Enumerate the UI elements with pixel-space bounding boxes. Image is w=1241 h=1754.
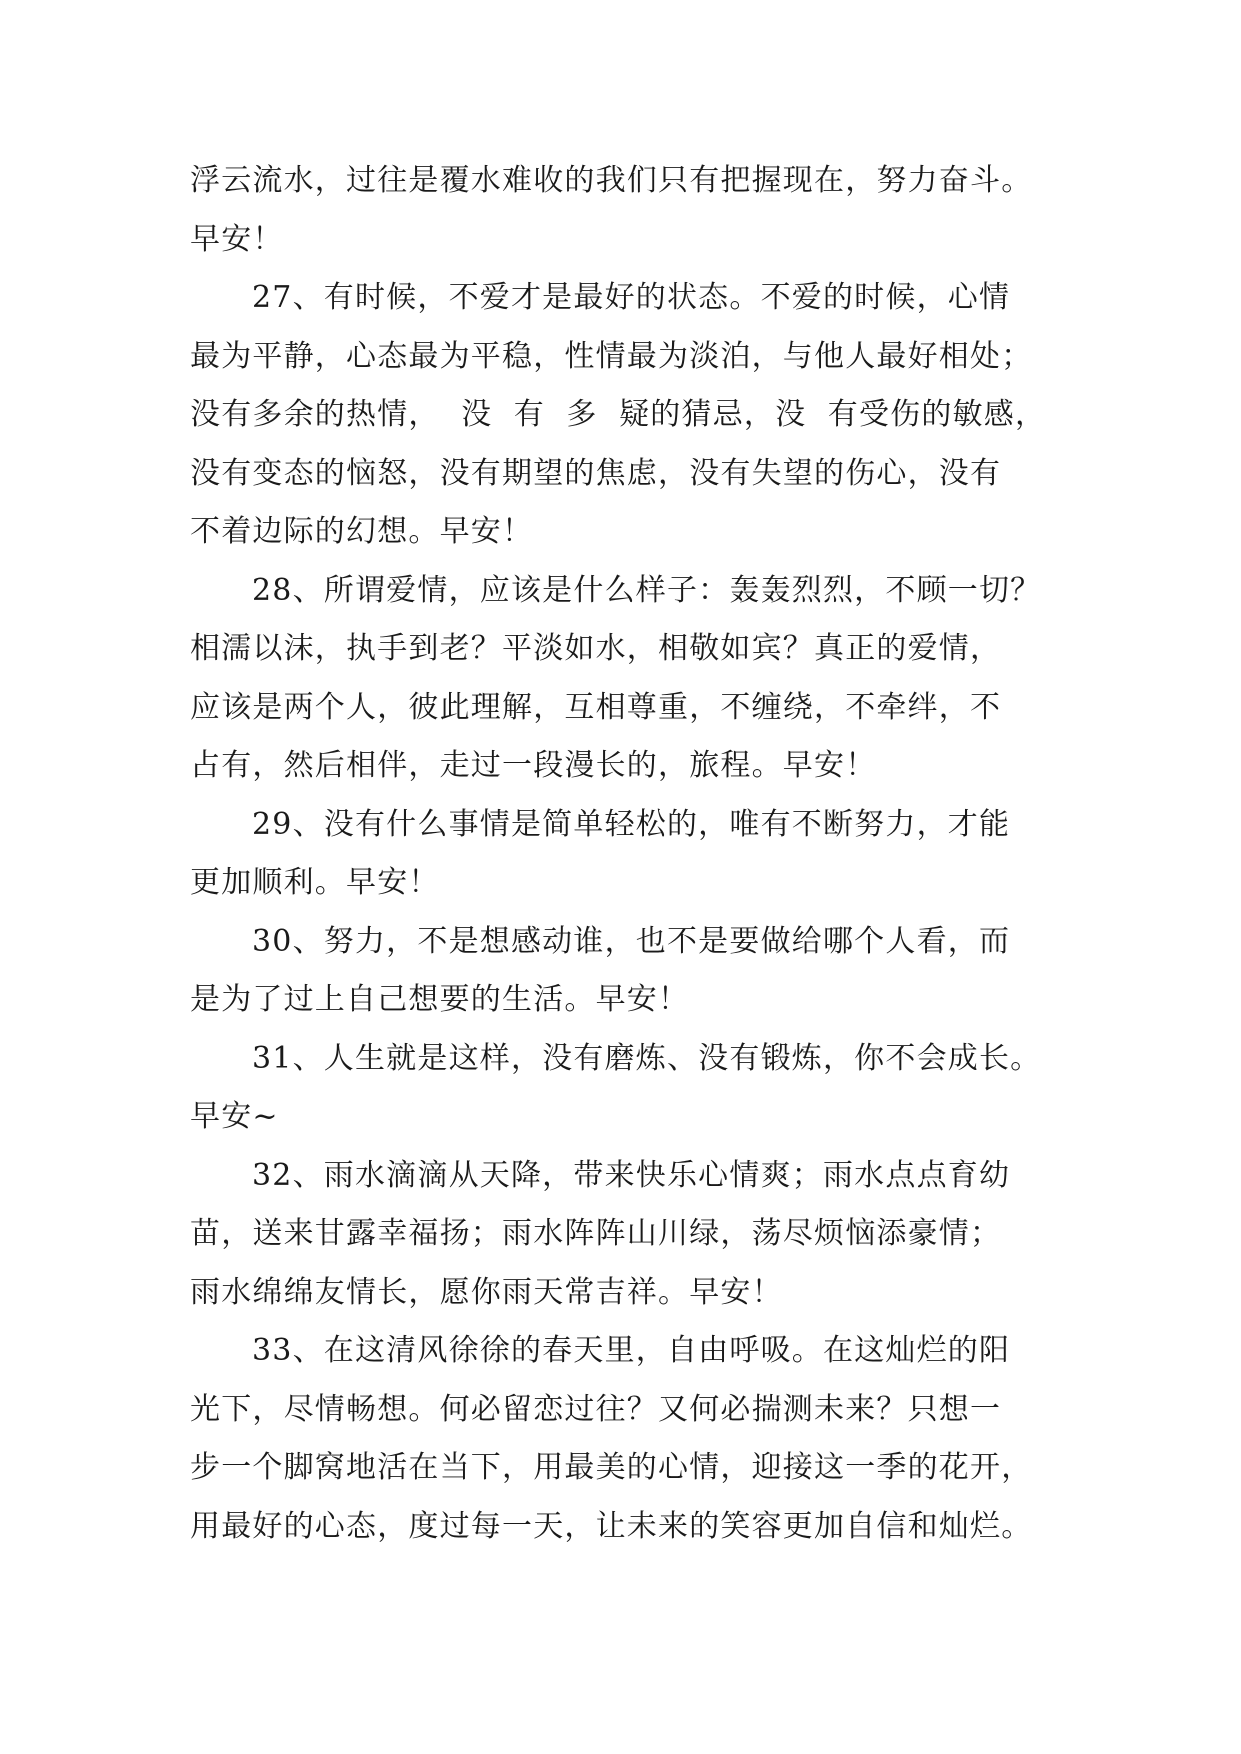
text-line: 更加顺利。早安！: [190, 865, 440, 900]
text-line: 光下，尽情畅想。何必留恋过往？又何必揣测未来？只想一: [190, 1391, 1002, 1427]
text-line: 30、努力，不是想感动谁，也不是要做给哪个人看，而: [252, 923, 1011, 959]
paragraph-28: [190, 562, 1070, 796]
paragraph-29: [190, 796, 1070, 913]
text-line: 是为了过上自己想要的生活。早安！: [190, 982, 690, 1017]
text-line: 不着边际的幻想。早安！: [190, 514, 534, 549]
text-line: 29、没有什么事情是简单轻松的，唯有不断努力，才能: [252, 806, 1011, 842]
text-line: 浮云流水，过往是覆水难收的我们只有把握现在，努力奋斗。: [190, 163, 1033, 198]
paragraph-32: [190, 1147, 1070, 1323]
text-line: 早安！: [190, 221, 284, 257]
document-body: [190, 152, 1070, 1556]
text-line: 应该是两个人，彼此理解，互相尊重，不缠绕，不牵绊，不: [190, 689, 1002, 725]
paragraph-31: [190, 1030, 1070, 1147]
text-line: 27、有时候，不爱才是最好的状态。不爱的时候，心情: [252, 280, 1011, 315]
text-line: 28、所谓爱情，应该是什么样子：轰轰烈烈，不顾一切？: [252, 572, 1042, 608]
text-line: 雨水绵绵友情长，愿你雨天常吉祥。早安！: [190, 1274, 783, 1310]
text-line: 没有变态的恼怒，没有期望的焦虑，没有失望的伤心，没有: [190, 455, 1002, 491]
text-line: 没有多余的热情， 没 有 多 疑的猜忌，没 有受伤的敏感，: [190, 397, 1047, 432]
text-line: 31、人生就是这样，没有磨炼、没有锻炼，你不会成长。: [252, 1040, 1042, 1076]
text-line: 苗，送来甘露幸福扬；雨水阵阵山川绿，荡尽烦恼添豪情；: [190, 1216, 1002, 1251]
text-line: 用最好的心态，度过每一天，让未来的笑容更加自信和灿烂。: [190, 1508, 1033, 1544]
text-line: 最为平静，心态最为平稳，性情最为淡泊，与他人最好相处；: [190, 338, 1033, 374]
text-line: 步一个脚窝地活在当下，用最美的心情，迎接这一季的花开，: [190, 1450, 1033, 1485]
paragraph-continuation: [190, 152, 1070, 269]
text-line: 早安~: [190, 1099, 279, 1134]
text-line: 32、雨水滴滴从天降，带来快乐心情爽；雨水点点育幼: [252, 1157, 1011, 1193]
text-line: 占有，然后相伴，走过一段漫长的，旅程。早安！: [190, 748, 877, 783]
paragraph-30: [190, 913, 1070, 1030]
text-line: 相濡以沫，执手到老？平淡如水，相敬如宾？真正的爱情，: [190, 631, 1002, 666]
paragraph-27: [190, 269, 1070, 562]
paragraph-33: [190, 1322, 1070, 1556]
text-line: 33、在这清风徐徐的春天里，自由呼吸。在这灿烂的阳: [252, 1333, 1011, 1368]
